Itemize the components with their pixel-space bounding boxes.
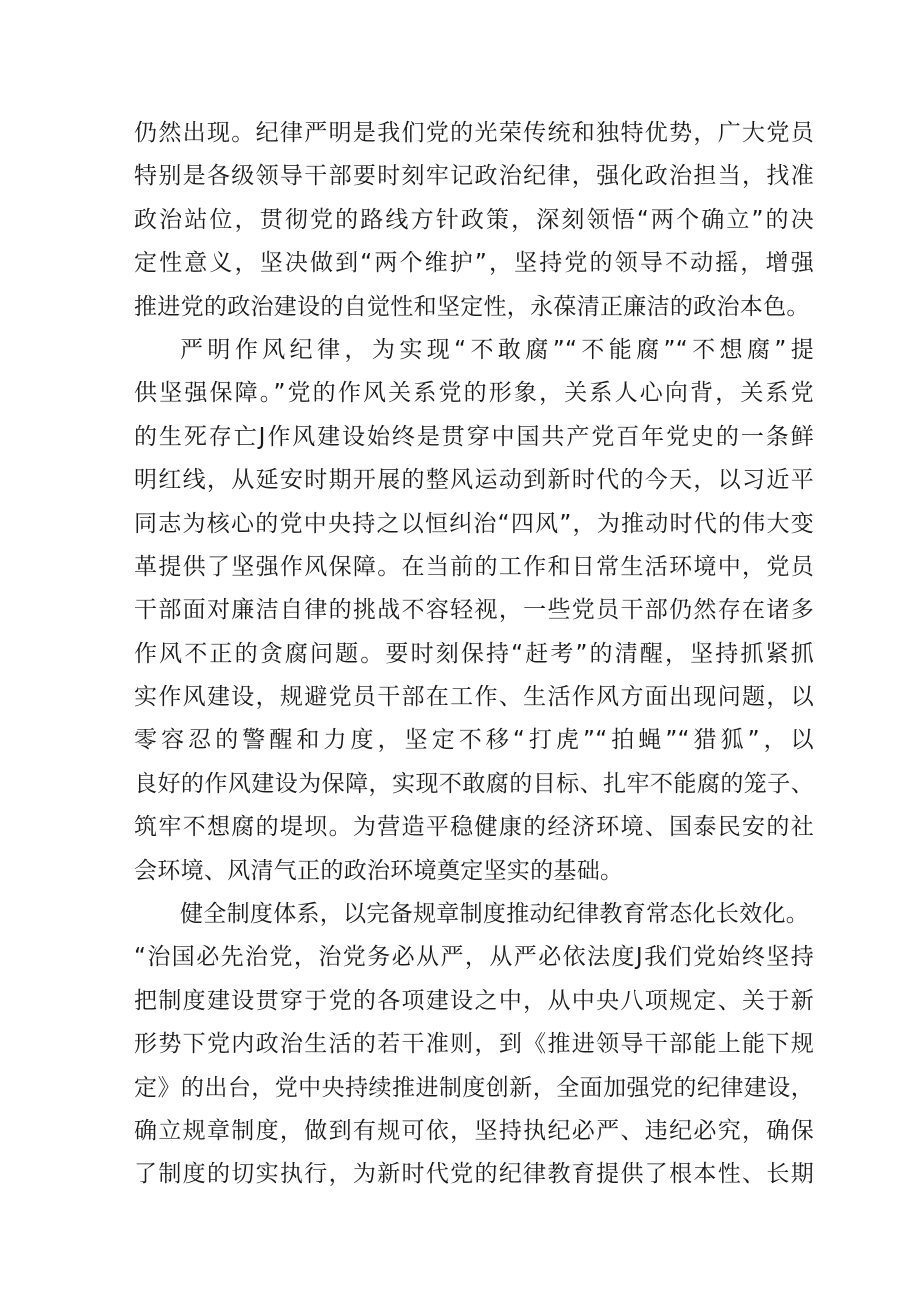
text-line: 把制度建设贯穿于党的各项建设之中，从中央八项规定、关于新 — [134, 987, 814, 1014]
text-line: 了制度的切实执行，为新时代党的纪律教育提供了根本性、长期 — [134, 1161, 814, 1188]
text-line: 仍然出现。纪律严明是我们党的光荣传统和独特优势，广大党员 — [134, 120, 814, 146]
text-line: 形势下党内政治生活的若干准则，到《推进领导干部能上能下规 — [134, 1031, 814, 1058]
text-line: 革提供了坚强作风保障。在当前的工作和日常生活环境中，党员 — [134, 553, 814, 580]
text-line: 零容忍的警醒和力度，坚定不移“打虎”“拍蝇”“猎狐”，以 — [134, 727, 814, 754]
paragraph-first-line: 健全制度体系，以完备规章制度推动纪律教育常态化长效化。 — [180, 901, 810, 928]
text-line: 良好的作风建设为保障，实现不敢腐的目标、扎牢不能腐的笼子、 — [134, 770, 814, 797]
text-line: 实作风建设，规避党员干部在工作、生活作风方面出现问题，以 — [134, 684, 814, 711]
text-line: 定》的出台，党中央持续推进制度创新，全面加强党的纪律建设， — [134, 1074, 814, 1101]
text-line: 同志为核心的党中央持之以恒纠治“四风”，为推动时代的伟大变 — [134, 510, 814, 537]
body-text — [134, 112, 814, 1197]
text-line: 干部面对廉洁自律的挑战不容轻视，一些党员干部仍然存在诸多 — [134, 597, 814, 624]
text-line: 供坚强保障。”党的作风关系党的形象，关系人心向背，关系党 — [134, 380, 814, 407]
text-line: 推进党的政治建设的自觉性和坚定性，永葆清正廉洁的政治本色。 — [134, 293, 810, 320]
text-line: 会环境、风清气正的政治环境奠定坚实的基础。 — [134, 857, 624, 884]
text-line: 作风不正的贪腐问题。要时刻保持“赶考”的清醒，坚持抓紧抓 — [134, 640, 814, 667]
text-line: 政治站位，贯彻党的路线方针政策，深刻领悟“两个确立”的决 — [134, 206, 814, 233]
text-line: 定性意义，坚决做到“两个维护”，坚持党的领导不动摇，增强 — [134, 250, 814, 277]
text-line: 筑牢不想腐的堤坝。为营造平稳健康的经济环境、国泰民安的社 — [134, 814, 814, 841]
paragraph-first-line: 严明作风纪律，为实现“不敢腐”“不能腐”“不想腐”提 — [180, 336, 814, 363]
text-line: 的生死存亡J作风建设始终是贯穿中国共产党百年党史的一条鲜 — [134, 423, 814, 450]
text-line: “治国必先治党，治党务必从严，从严必依法度J我们党始终坚持 — [134, 944, 814, 971]
text-line: 特别是各级领导干部要时刻牢记政治纪律，强化政治担当，找准 — [134, 163, 814, 190]
text-line: 确立规章制度，做到有规可依，坚持执纪必严、违纪必究，确保 — [134, 1117, 814, 1144]
text-line: 明红线，从延安时期开展的整风运动到新时代的今天，以习近平 — [134, 467, 814, 494]
